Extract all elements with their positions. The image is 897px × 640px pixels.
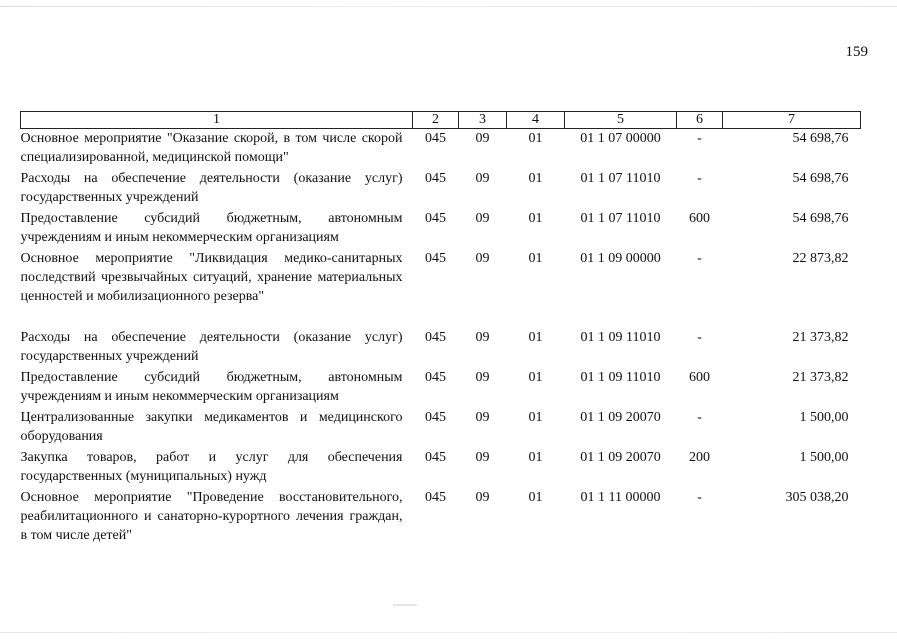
header-col-3: 3	[459, 112, 507, 129]
row-amount: 21 373,82	[792, 370, 849, 385]
scan-edge-bottom	[0, 632, 897, 633]
row-ministry-code: 045	[425, 171, 446, 186]
row-target-article: 01 1 09 00000	[580, 251, 661, 266]
header-col-1: 1	[21, 112, 413, 129]
row-amount: 305 038,20	[785, 490, 849, 505]
table-row	[21, 408, 861, 448]
row-ministry-code: 045	[425, 251, 446, 266]
row-subsection: 01	[528, 211, 543, 226]
table-row	[21, 129, 861, 170]
row-section: 09	[475, 450, 490, 465]
row-section: 09	[475, 131, 490, 146]
row-subsection: 01	[528, 171, 543, 186]
row-subsection: 01	[528, 251, 543, 266]
row-section: 09	[475, 171, 490, 186]
row-subsection: 01	[528, 410, 543, 425]
row-subsection: 01	[528, 450, 543, 465]
row-section: 09	[475, 370, 490, 385]
row-description: Централизованные закупки медикаментов и медицинского оборудования	[20, 410, 403, 444]
row-amount: 21 373,82	[792, 330, 849, 345]
row-target-article: 01 1 07 11010	[580, 211, 661, 226]
row-expense-type: 600	[689, 211, 710, 226]
row-section: 09	[475, 410, 490, 425]
table-row	[21, 488, 861, 547]
row-description: Закупка товаров, работ и услуг для обеспечения государственных (муниципальных) нужд	[20, 450, 403, 484]
table-header-row	[21, 112, 861, 129]
row-ministry-code: 045	[425, 410, 446, 425]
row-subsection: 01	[528, 330, 543, 345]
row-ministry-code: 045	[425, 490, 446, 505]
row-subsection: 01	[528, 490, 543, 505]
row-amount: 1 500,00	[799, 450, 849, 465]
table-row	[21, 209, 861, 249]
row-amount: 54 698,76	[792, 211, 849, 226]
row-target-article: 01 1 09 20070	[580, 410, 661, 425]
row-description: Предоставление субсидий бюджетным, автономным учреждениям и иным некоммерческим организациям	[20, 211, 403, 245]
row-description: Основное мероприятие "Проведение восстановительного, реабилитационного и санаторно-курортного лечения граждан, в том числе детей"	[20, 490, 403, 543]
row-ministry-code: 045	[425, 211, 446, 226]
header-col-6: 6	[677, 112, 723, 129]
row-amount: 54 698,76	[792, 131, 849, 146]
row-expense-type: 200	[689, 450, 710, 465]
row-amount: 1 500,00	[799, 410, 849, 425]
row-target-article: 01 1 09 11010	[580, 370, 661, 385]
row-section: 09	[475, 251, 490, 266]
row-ministry-code: 045	[425, 330, 446, 345]
row-description: Основное мероприятие "Оказание скорой, в том числе скорой специализированной, медицинской помощи"	[20, 131, 403, 165]
row-target-article: 01 1 07 11010	[580, 171, 661, 186]
row-amount: 54 698,76	[792, 171, 849, 186]
row-section: 09	[475, 211, 490, 226]
row-ministry-code: 045	[425, 450, 446, 465]
table-row	[21, 448, 861, 488]
row-section: 09	[475, 490, 490, 505]
page-number: 159	[845, 44, 868, 60]
table-row	[21, 368, 861, 408]
row-description: Расходы на обеспечение деятельности (оказание услуг) государственных учреждений	[20, 171, 403, 205]
row-target-article: 01 1 07 00000	[580, 131, 661, 146]
row-target-article: 01 1 11 00000	[580, 490, 661, 505]
header-col-4: 4	[507, 112, 565, 129]
row-target-article: 01 1 09 20070	[580, 450, 661, 465]
row-description: Основное мероприятие "Ликвидация медико-санитарных последствий чрезвычайных ситуаций, хранение материальных ценностей и мобилизационного резерва"	[20, 251, 403, 304]
budget-table	[20, 111, 861, 547]
row-expense-type: 600	[689, 370, 710, 385]
row-ministry-code: 045	[425, 131, 446, 146]
row-section: 09	[475, 330, 490, 345]
row-target-article: 01 1 09 11010	[580, 330, 661, 345]
table-row	[21, 328, 861, 368]
row-subsection: 01	[528, 370, 543, 385]
row-expense-type: -	[697, 410, 702, 425]
row-ministry-code: 045	[425, 370, 446, 385]
row-expense-type: -	[697, 251, 702, 266]
scan-edge-top	[0, 6, 897, 7]
row-expense-type: -	[697, 171, 702, 186]
row-expense-type: -	[697, 330, 702, 345]
header-col-2: 2	[413, 112, 459, 129]
row-description: Расходы на обеспечение деятельности (оказание услуг) государственных учреждений	[20, 330, 403, 364]
row-expense-type: -	[697, 131, 702, 146]
header-col-7: 7	[723, 112, 861, 129]
row-amount: 22 873,82	[792, 251, 849, 266]
table-row	[21, 169, 861, 209]
row-subsection: 01	[528, 131, 543, 146]
row-description: Предоставление субсидий бюджетным, автономным учреждениям и иным некоммерческим организациям	[20, 370, 403, 404]
scan-artifact	[393, 604, 417, 606]
header-col-5: 5	[565, 112, 677, 129]
table-row	[21, 249, 861, 328]
row-expense-type: -	[697, 490, 702, 505]
